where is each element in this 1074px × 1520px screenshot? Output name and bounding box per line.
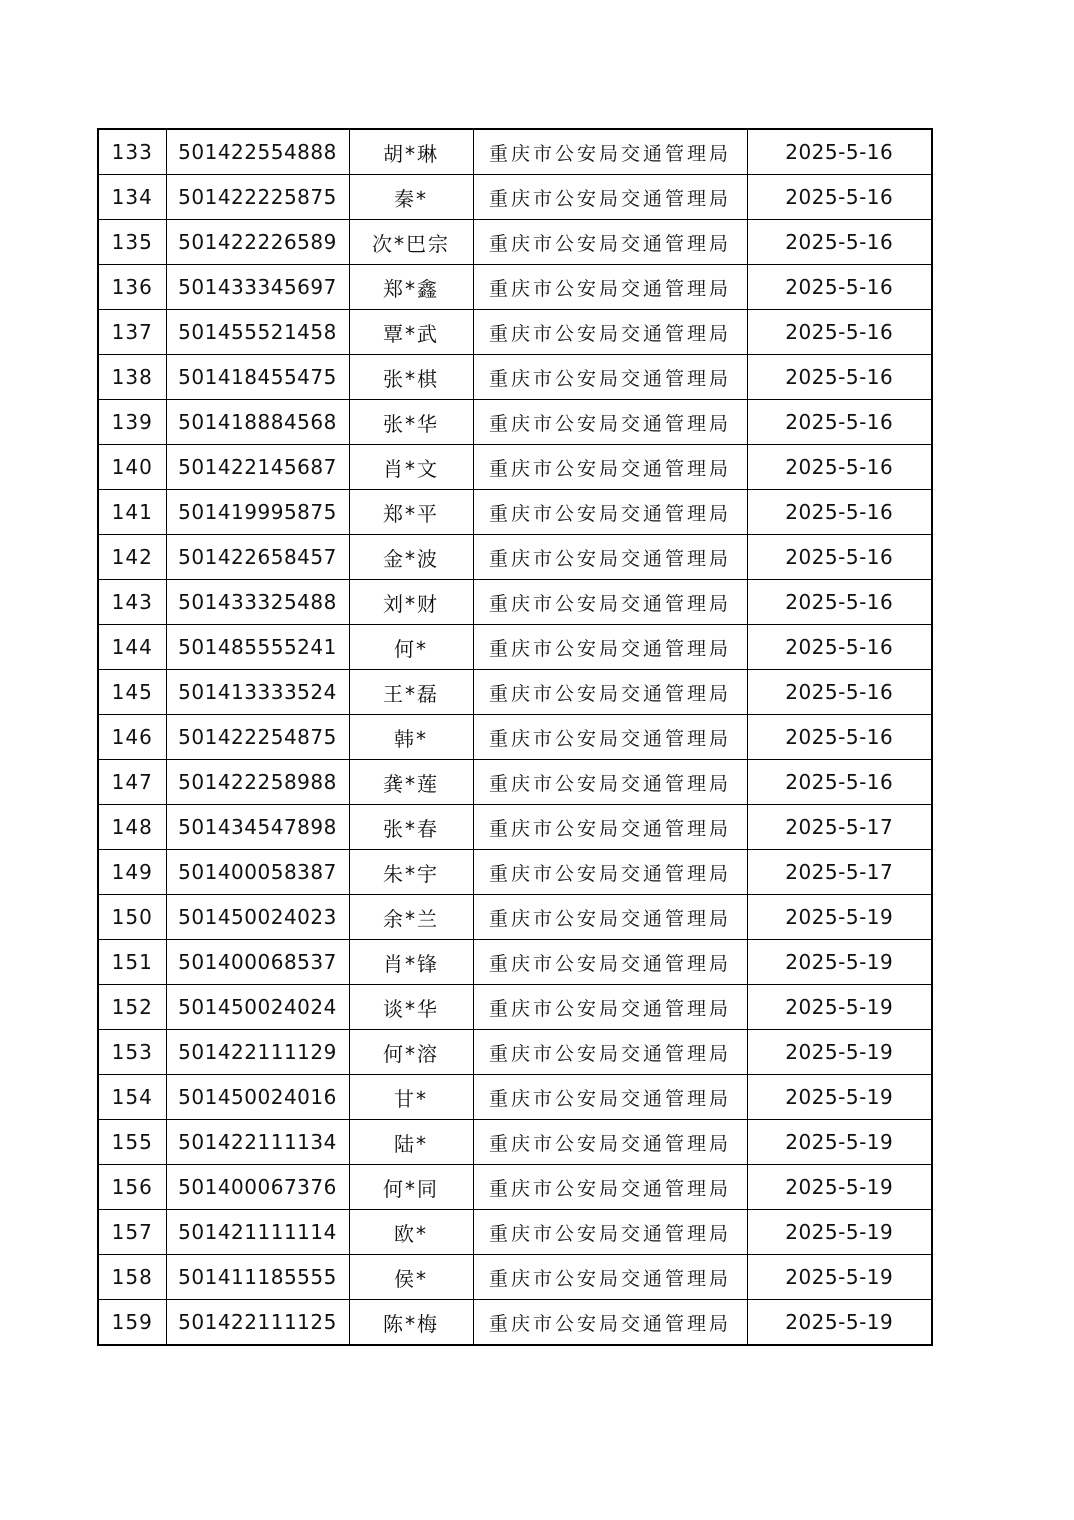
department-cell: 重庆市公安局交通管理局 bbox=[473, 175, 747, 220]
name-cell: 张*华 bbox=[349, 400, 473, 445]
record-number-cell: 501422145687 bbox=[166, 445, 349, 490]
record-number-cell: 501455521458 bbox=[166, 310, 349, 355]
date-cell: 2025-5-16 bbox=[747, 580, 932, 625]
record-number-cell: 501450024024 bbox=[166, 985, 349, 1030]
department-cell: 重庆市公安局交通管理局 bbox=[473, 805, 747, 850]
record-number-cell: 501422226589 bbox=[166, 220, 349, 265]
department-cell: 重庆市公安局交通管理局 bbox=[473, 670, 747, 715]
table-row bbox=[98, 805, 932, 850]
name-cell: 韩* bbox=[349, 715, 473, 760]
name-cell: 覃*武 bbox=[349, 310, 473, 355]
name-cell: 朱*宇 bbox=[349, 850, 473, 895]
department-cell: 重庆市公安局交通管理局 bbox=[473, 985, 747, 1030]
date-cell: 2025-5-19 bbox=[747, 1210, 932, 1255]
table-row bbox=[98, 1210, 932, 1255]
table-row bbox=[98, 1300, 932, 1346]
table-row bbox=[98, 1255, 932, 1300]
serial-number-cell: 159 bbox=[98, 1300, 166, 1346]
serial-number-cell: 144 bbox=[98, 625, 166, 670]
table-row bbox=[98, 580, 932, 625]
date-cell: 2025-5-17 bbox=[747, 850, 932, 895]
name-cell: 欧* bbox=[349, 1210, 473, 1255]
table-row bbox=[98, 310, 932, 355]
department-cell: 重庆市公安局交通管理局 bbox=[473, 1255, 747, 1300]
record-number-cell: 501413333524 bbox=[166, 670, 349, 715]
records-table-body bbox=[98, 129, 932, 1345]
record-number-cell: 501422254875 bbox=[166, 715, 349, 760]
serial-number-cell: 150 bbox=[98, 895, 166, 940]
serial-number-cell: 149 bbox=[98, 850, 166, 895]
name-cell: 何* bbox=[349, 625, 473, 670]
table-row bbox=[98, 1120, 932, 1165]
date-cell: 2025-5-16 bbox=[747, 220, 932, 265]
department-cell: 重庆市公安局交通管理局 bbox=[473, 760, 747, 805]
serial-number-cell: 153 bbox=[98, 1030, 166, 1075]
department-cell: 重庆市公安局交通管理局 bbox=[473, 580, 747, 625]
serial-number-cell: 134 bbox=[98, 175, 166, 220]
department-cell: 重庆市公安局交通管理局 bbox=[473, 310, 747, 355]
department-cell: 重庆市公安局交通管理局 bbox=[473, 1300, 747, 1346]
name-cell: 侯* bbox=[349, 1255, 473, 1300]
department-cell: 重庆市公安局交通管理局 bbox=[473, 850, 747, 895]
date-cell: 2025-5-19 bbox=[747, 1165, 932, 1210]
serial-number-cell: 145 bbox=[98, 670, 166, 715]
name-cell: 余*兰 bbox=[349, 895, 473, 940]
department-cell: 重庆市公安局交通管理局 bbox=[473, 220, 747, 265]
department-cell: 重庆市公安局交通管理局 bbox=[473, 265, 747, 310]
record-number-cell: 501485555241 bbox=[166, 625, 349, 670]
date-cell: 2025-5-16 bbox=[747, 715, 932, 760]
department-cell: 重庆市公安局交通管理局 bbox=[473, 625, 747, 670]
record-number-cell: 501400058387 bbox=[166, 850, 349, 895]
table-row bbox=[98, 670, 932, 715]
name-cell: 龚*莲 bbox=[349, 760, 473, 805]
date-cell: 2025-5-19 bbox=[747, 1300, 932, 1346]
date-cell: 2025-5-16 bbox=[747, 535, 932, 580]
name-cell: 谈*华 bbox=[349, 985, 473, 1030]
table-row bbox=[98, 220, 932, 265]
table-row bbox=[98, 625, 932, 670]
table-row bbox=[98, 445, 932, 490]
department-cell: 重庆市公安局交通管理局 bbox=[473, 715, 747, 760]
serial-number-cell: 147 bbox=[98, 760, 166, 805]
department-cell: 重庆市公安局交通管理局 bbox=[473, 129, 747, 175]
date-cell: 2025-5-16 bbox=[747, 445, 932, 490]
serial-number-cell: 142 bbox=[98, 535, 166, 580]
date-cell: 2025-5-19 bbox=[747, 895, 932, 940]
record-number-cell: 501434547898 bbox=[166, 805, 349, 850]
department-cell: 重庆市公安局交通管理局 bbox=[473, 1120, 747, 1165]
name-cell: 刘*财 bbox=[349, 580, 473, 625]
name-cell: 秦* bbox=[349, 175, 473, 220]
serial-number-cell: 140 bbox=[98, 445, 166, 490]
record-number-cell: 501422554888 bbox=[166, 129, 349, 175]
department-cell: 重庆市公安局交通管理局 bbox=[473, 1075, 747, 1120]
date-cell: 2025-5-16 bbox=[747, 490, 932, 535]
table-row bbox=[98, 715, 932, 760]
record-number-cell: 501422225875 bbox=[166, 175, 349, 220]
date-cell: 2025-5-19 bbox=[747, 1075, 932, 1120]
department-cell: 重庆市公安局交通管理局 bbox=[473, 1030, 747, 1075]
date-cell: 2025-5-16 bbox=[747, 670, 932, 715]
table-row bbox=[98, 535, 932, 580]
record-number-cell: 501433345697 bbox=[166, 265, 349, 310]
name-cell: 何*溶 bbox=[349, 1030, 473, 1075]
record-number-cell: 501419995875 bbox=[166, 490, 349, 535]
record-number-cell: 501433325488 bbox=[166, 580, 349, 625]
record-number-cell: 501422258988 bbox=[166, 760, 349, 805]
table-row bbox=[98, 895, 932, 940]
record-number-cell: 501418455475 bbox=[166, 355, 349, 400]
department-cell: 重庆市公安局交通管理局 bbox=[473, 445, 747, 490]
name-cell: 金*波 bbox=[349, 535, 473, 580]
date-cell: 2025-5-19 bbox=[747, 1030, 932, 1075]
record-number-cell: 501422111134 bbox=[166, 1120, 349, 1165]
name-cell: 甘* bbox=[349, 1075, 473, 1120]
date-cell: 2025-5-16 bbox=[747, 310, 932, 355]
date-cell: 2025-5-16 bbox=[747, 175, 932, 220]
name-cell: 王*磊 bbox=[349, 670, 473, 715]
department-cell: 重庆市公安局交通管理局 bbox=[473, 535, 747, 580]
serial-number-cell: 154 bbox=[98, 1075, 166, 1120]
serial-number-cell: 141 bbox=[98, 490, 166, 535]
serial-number-cell: 135 bbox=[98, 220, 166, 265]
department-cell: 重庆市公安局交通管理局 bbox=[473, 1165, 747, 1210]
department-cell: 重庆市公安局交通管理局 bbox=[473, 490, 747, 535]
table-row bbox=[98, 129, 932, 175]
serial-number-cell: 136 bbox=[98, 265, 166, 310]
record-number-cell: 501422658457 bbox=[166, 535, 349, 580]
date-cell: 2025-5-19 bbox=[747, 1255, 932, 1300]
table-row bbox=[98, 400, 932, 445]
table-row bbox=[98, 760, 932, 805]
date-cell: 2025-5-16 bbox=[747, 265, 932, 310]
date-cell: 2025-5-19 bbox=[747, 985, 932, 1030]
table-row bbox=[98, 490, 932, 535]
name-cell: 陈*梅 bbox=[349, 1300, 473, 1346]
name-cell: 郑*平 bbox=[349, 490, 473, 535]
serial-number-cell: 139 bbox=[98, 400, 166, 445]
name-cell: 何*同 bbox=[349, 1165, 473, 1210]
record-number-cell: 501450024023 bbox=[166, 895, 349, 940]
date-cell: 2025-5-16 bbox=[747, 400, 932, 445]
name-cell: 次*巴宗 bbox=[349, 220, 473, 265]
record-number-cell: 501422111129 bbox=[166, 1030, 349, 1075]
serial-number-cell: 158 bbox=[98, 1255, 166, 1300]
name-cell: 张*棋 bbox=[349, 355, 473, 400]
serial-number-cell: 138 bbox=[98, 355, 166, 400]
date-cell: 2025-5-17 bbox=[747, 805, 932, 850]
name-cell: 张*春 bbox=[349, 805, 473, 850]
table-row bbox=[98, 265, 932, 310]
department-cell: 重庆市公安局交通管理局 bbox=[473, 940, 747, 985]
department-cell: 重庆市公安局交通管理局 bbox=[473, 1210, 747, 1255]
record-number-cell: 501421111114 bbox=[166, 1210, 349, 1255]
department-cell: 重庆市公安局交通管理局 bbox=[473, 895, 747, 940]
table-row bbox=[98, 1030, 932, 1075]
serial-number-cell: 155 bbox=[98, 1120, 166, 1165]
serial-number-cell: 146 bbox=[98, 715, 166, 760]
serial-number-cell: 143 bbox=[98, 580, 166, 625]
table-row bbox=[98, 1165, 932, 1210]
date-cell: 2025-5-19 bbox=[747, 940, 932, 985]
table-row bbox=[98, 1075, 932, 1120]
serial-number-cell: 157 bbox=[98, 1210, 166, 1255]
serial-number-cell: 156 bbox=[98, 1165, 166, 1210]
date-cell: 2025-5-16 bbox=[747, 760, 932, 805]
serial-number-cell: 137 bbox=[98, 310, 166, 355]
serial-number-cell: 152 bbox=[98, 985, 166, 1030]
record-number-cell: 501411185555 bbox=[166, 1255, 349, 1300]
table-row bbox=[98, 940, 932, 985]
table-row bbox=[98, 355, 932, 400]
serial-number-cell: 133 bbox=[98, 129, 166, 175]
table-row bbox=[98, 985, 932, 1030]
serial-number-cell: 151 bbox=[98, 940, 166, 985]
name-cell: 陆* bbox=[349, 1120, 473, 1165]
serial-number-cell: 148 bbox=[98, 805, 166, 850]
record-number-cell: 501422111125 bbox=[166, 1300, 349, 1346]
table-row bbox=[98, 175, 932, 220]
name-cell: 郑*鑫 bbox=[349, 265, 473, 310]
record-number-cell: 501400068537 bbox=[166, 940, 349, 985]
name-cell: 肖*文 bbox=[349, 445, 473, 490]
name-cell: 胡*琳 bbox=[349, 129, 473, 175]
record-number-cell: 501400067376 bbox=[166, 1165, 349, 1210]
date-cell: 2025-5-16 bbox=[747, 129, 932, 175]
department-cell: 重庆市公安局交通管理局 bbox=[473, 400, 747, 445]
table-row bbox=[98, 850, 932, 895]
record-number-cell: 501450024016 bbox=[166, 1075, 349, 1120]
record-number-cell: 501418884568 bbox=[166, 400, 349, 445]
records-table bbox=[97, 128, 933, 1346]
date-cell: 2025-5-19 bbox=[747, 1120, 932, 1165]
date-cell: 2025-5-16 bbox=[747, 355, 932, 400]
date-cell: 2025-5-16 bbox=[747, 625, 932, 670]
name-cell: 肖*锋 bbox=[349, 940, 473, 985]
department-cell: 重庆市公安局交通管理局 bbox=[473, 355, 747, 400]
